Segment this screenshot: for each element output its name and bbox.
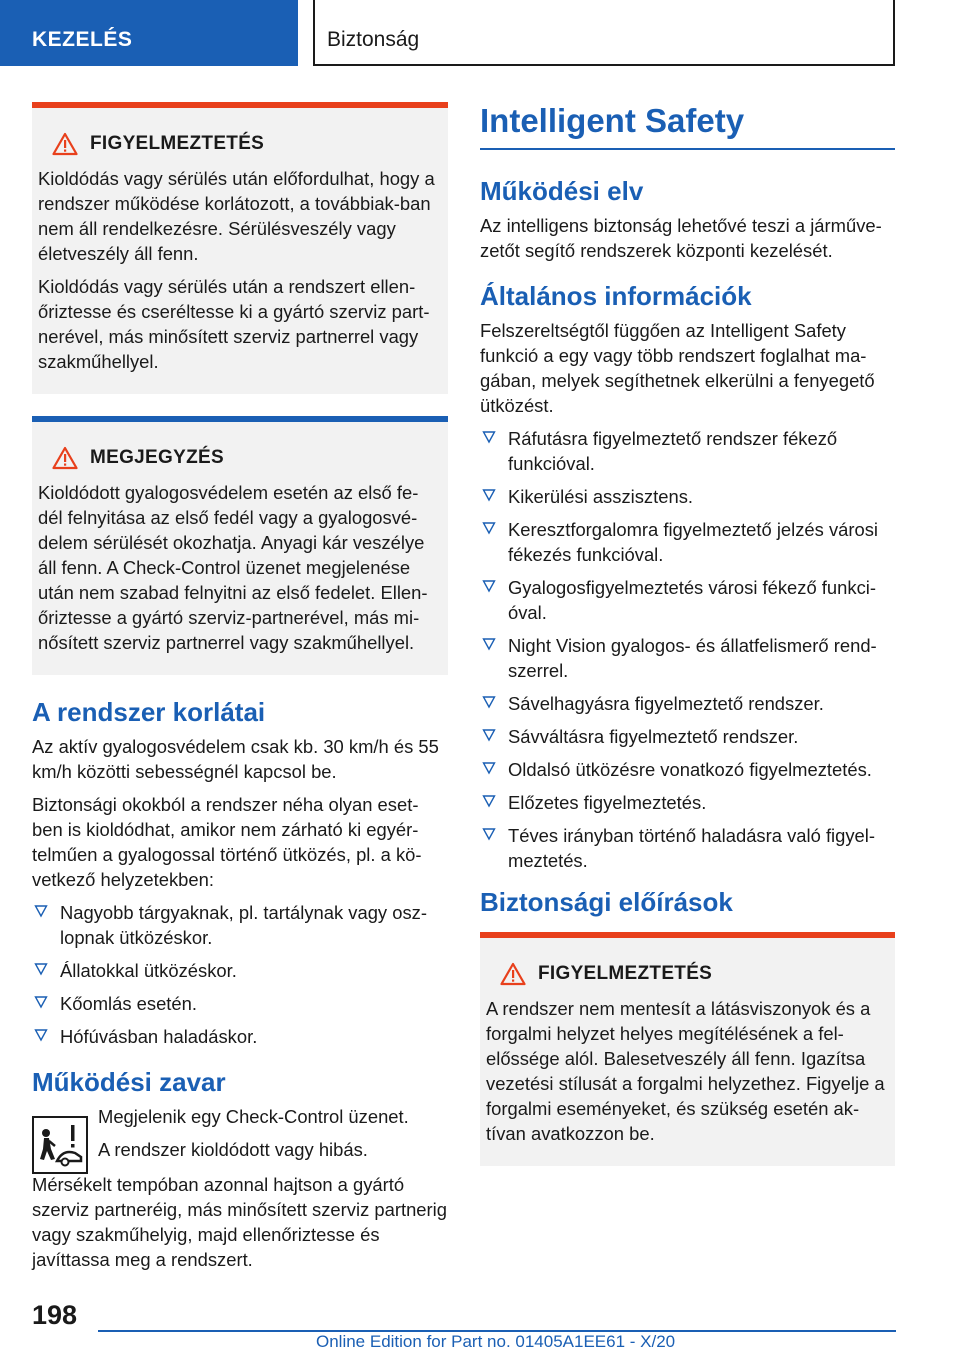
warning-box: [480, 932, 895, 1166]
triangle-bullet-icon: [34, 904, 48, 918]
list-item: Előzetes figyelmeztetés.: [480, 790, 895, 815]
triangle-bullet-icon: [34, 995, 48, 1009]
triangle-bullet-icon: [482, 579, 496, 593]
warning-text: A rendszer nem mentesít a látásviszonyok és a forgalmi helyzet helyes megítélésének a fel-előssége alól. Balesetveszély áll fenn. Igazítsa vezetési stílusát a forgalmi helyzethez. Figyelje a forgalmi eseményeket, és szükség esetén ak-tívan avatkozzon be.: [486, 998, 885, 1144]
safety-heading: Biztonsági előírások: [480, 887, 733, 917]
features-list: [480, 426, 895, 873]
page-number: 198: [32, 1300, 78, 1330]
malfunction-text: Megjelenik egy Check-Control üzenet.: [98, 1106, 409, 1127]
warning-heading: FIGYELMEZTETÉS: [526, 962, 885, 986]
page-title: Intelligent Safety: [480, 102, 895, 150]
triangle-bullet-icon: [482, 430, 496, 444]
list-item: Sávváltásra figyelmeztető rendszer.: [480, 724, 895, 749]
note-box: [32, 416, 448, 675]
warning-heading: FIGYELMEZTETÉS: [78, 132, 438, 156]
warning-box: [32, 102, 448, 394]
triangle-bullet-icon: [482, 488, 496, 502]
limits-list: [32, 900, 448, 1049]
malfunction-heading: Működési zavar: [32, 1067, 226, 1097]
right-column: [480, 102, 895, 1188]
triangle-bullet-icon: [482, 794, 496, 808]
malfunction-text: A rendszer kioldódott vagy hibás.: [98, 1139, 368, 1160]
section-tab: KEZELÉS: [0, 0, 298, 66]
list-item: Kőomlás esetén.: [32, 991, 448, 1016]
page-header: [0, 0, 960, 66]
list-item: Kikerülési asszisztens.: [480, 484, 895, 509]
list-item: Oldalsó ütközésre vonatkozó figyelmeztetés.: [480, 757, 895, 782]
warning-triangle-icon: [52, 446, 78, 470]
note-text: Kioldódott gyalogosvédelem esetén az első fe-dél felnyitása az első fedél vagy a gyalogosvé-delem sérülését okozhatja. Anyagi kár veszélye áll fenn. A Check-Control üzenet megjelenése után nem szabad felnyitni az első fedelet. Ellen-őriztesse a gyártó szerviz-partnerével, más mi-nősített szerviz partnerrel vagy szakműhellyel.: [38, 482, 428, 653]
malfunction-block: [32, 1104, 448, 1174]
warning-triangle-icon: [52, 132, 78, 156]
triangle-bullet-icon: [482, 761, 496, 775]
list-item: Gyalogosfigyelmeztetés városi fékező funkci-óval.: [480, 575, 895, 625]
triangle-bullet-icon: [482, 695, 496, 709]
malfunction-text: Mérsékelt tempóban azonnal hajtson a gyártó szerviz partneréig, más minősített szerviz partnerig vagy szakműhelyig, majd ellenőriztesse és javíttassa meg a rendszert.: [32, 1174, 447, 1270]
triangle-bullet-icon: [482, 827, 496, 841]
list-item: Sávelhagyásra figyelmeztető rendszer.: [480, 691, 895, 716]
triangle-bullet-icon: [34, 1028, 48, 1042]
list-item: Hófúvásban haladáskor.: [32, 1024, 448, 1049]
pedestrian-protection-warning-icon: [32, 1116, 88, 1174]
warning-text: Kioldódás vagy sérülés után előfordulhat, hogy a rendszer működése korlátozott, a továbbiak-ban nem áll rendelkezésre. Sérülésveszély vagy életveszély áll fenn.: [38, 168, 435, 264]
triangle-bullet-icon: [34, 962, 48, 976]
note-heading: MEGJEGYZÉS: [78, 446, 438, 470]
warning-text: Kioldódás vagy sérülés után a rendszert ellen-őriztesse és cseréltesse ki a gyártó szerviz part-nerével, más minősített szerviz partnerrel vagy szakműhellyel.: [38, 276, 430, 372]
general-heading: Általános információk: [480, 281, 752, 311]
list-item: Állatokkal ütközéskor.: [32, 958, 448, 983]
list-item: Keresztforgalomra figyelmeztető jelzés városi fékezés funkcióval.: [480, 517, 895, 567]
principle-heading: Működési elv: [480, 176, 644, 206]
list-item: Téves irányban történő haladásra való figyel-meztetés.: [480, 823, 895, 873]
footer-edition: Online Edition for Part no. 01405A1EE61 - X/20: [316, 1332, 676, 1351]
list-item: Night Vision gyalogos- és állatfelismerő rend-szerrel.: [480, 633, 895, 683]
limits-text: Biztonsági okokból a rendszer néha olyan eset-ben is kioldódhat, amikor nem zárható ki egyér-telműen a gyalogossal történő ütközés, pl. a kö-vetkező helyzetekben:: [32, 794, 422, 890]
left-column: [32, 102, 448, 1280]
chapter-title: Biztonság: [313, 0, 895, 66]
limits-heading: A rendszer korlátai: [32, 697, 266, 727]
limits-text: Az aktív gyalogosvédelem csak kb. 30 km/h és 55 km/h közötti sebességnél kapcsol be.: [32, 736, 439, 782]
triangle-bullet-icon: [482, 521, 496, 535]
list-item: Ráfutásra figyelmeztető rendszer fékező funkcióval.: [480, 426, 895, 476]
list-item: Nagyobb tárgyaknak, pl. tartálynak vagy osz-lopnak ütközéskor.: [32, 900, 448, 950]
warning-triangle-icon: [500, 962, 526, 986]
triangle-bullet-icon: [482, 728, 496, 742]
principle-text: Az intelligens biztonság lehetővé teszi a járműve-zetőt segítő rendszerek központi kezelését.: [480, 215, 882, 261]
triangle-bullet-icon: [482, 637, 496, 651]
general-text: Felszereltségtől függően az Intelligent Safety funkció a egy vagy több rendszert foglalhat ma-gában, melyek segíthetnek elkerülni a fenyegető ütközést.: [480, 320, 875, 416]
